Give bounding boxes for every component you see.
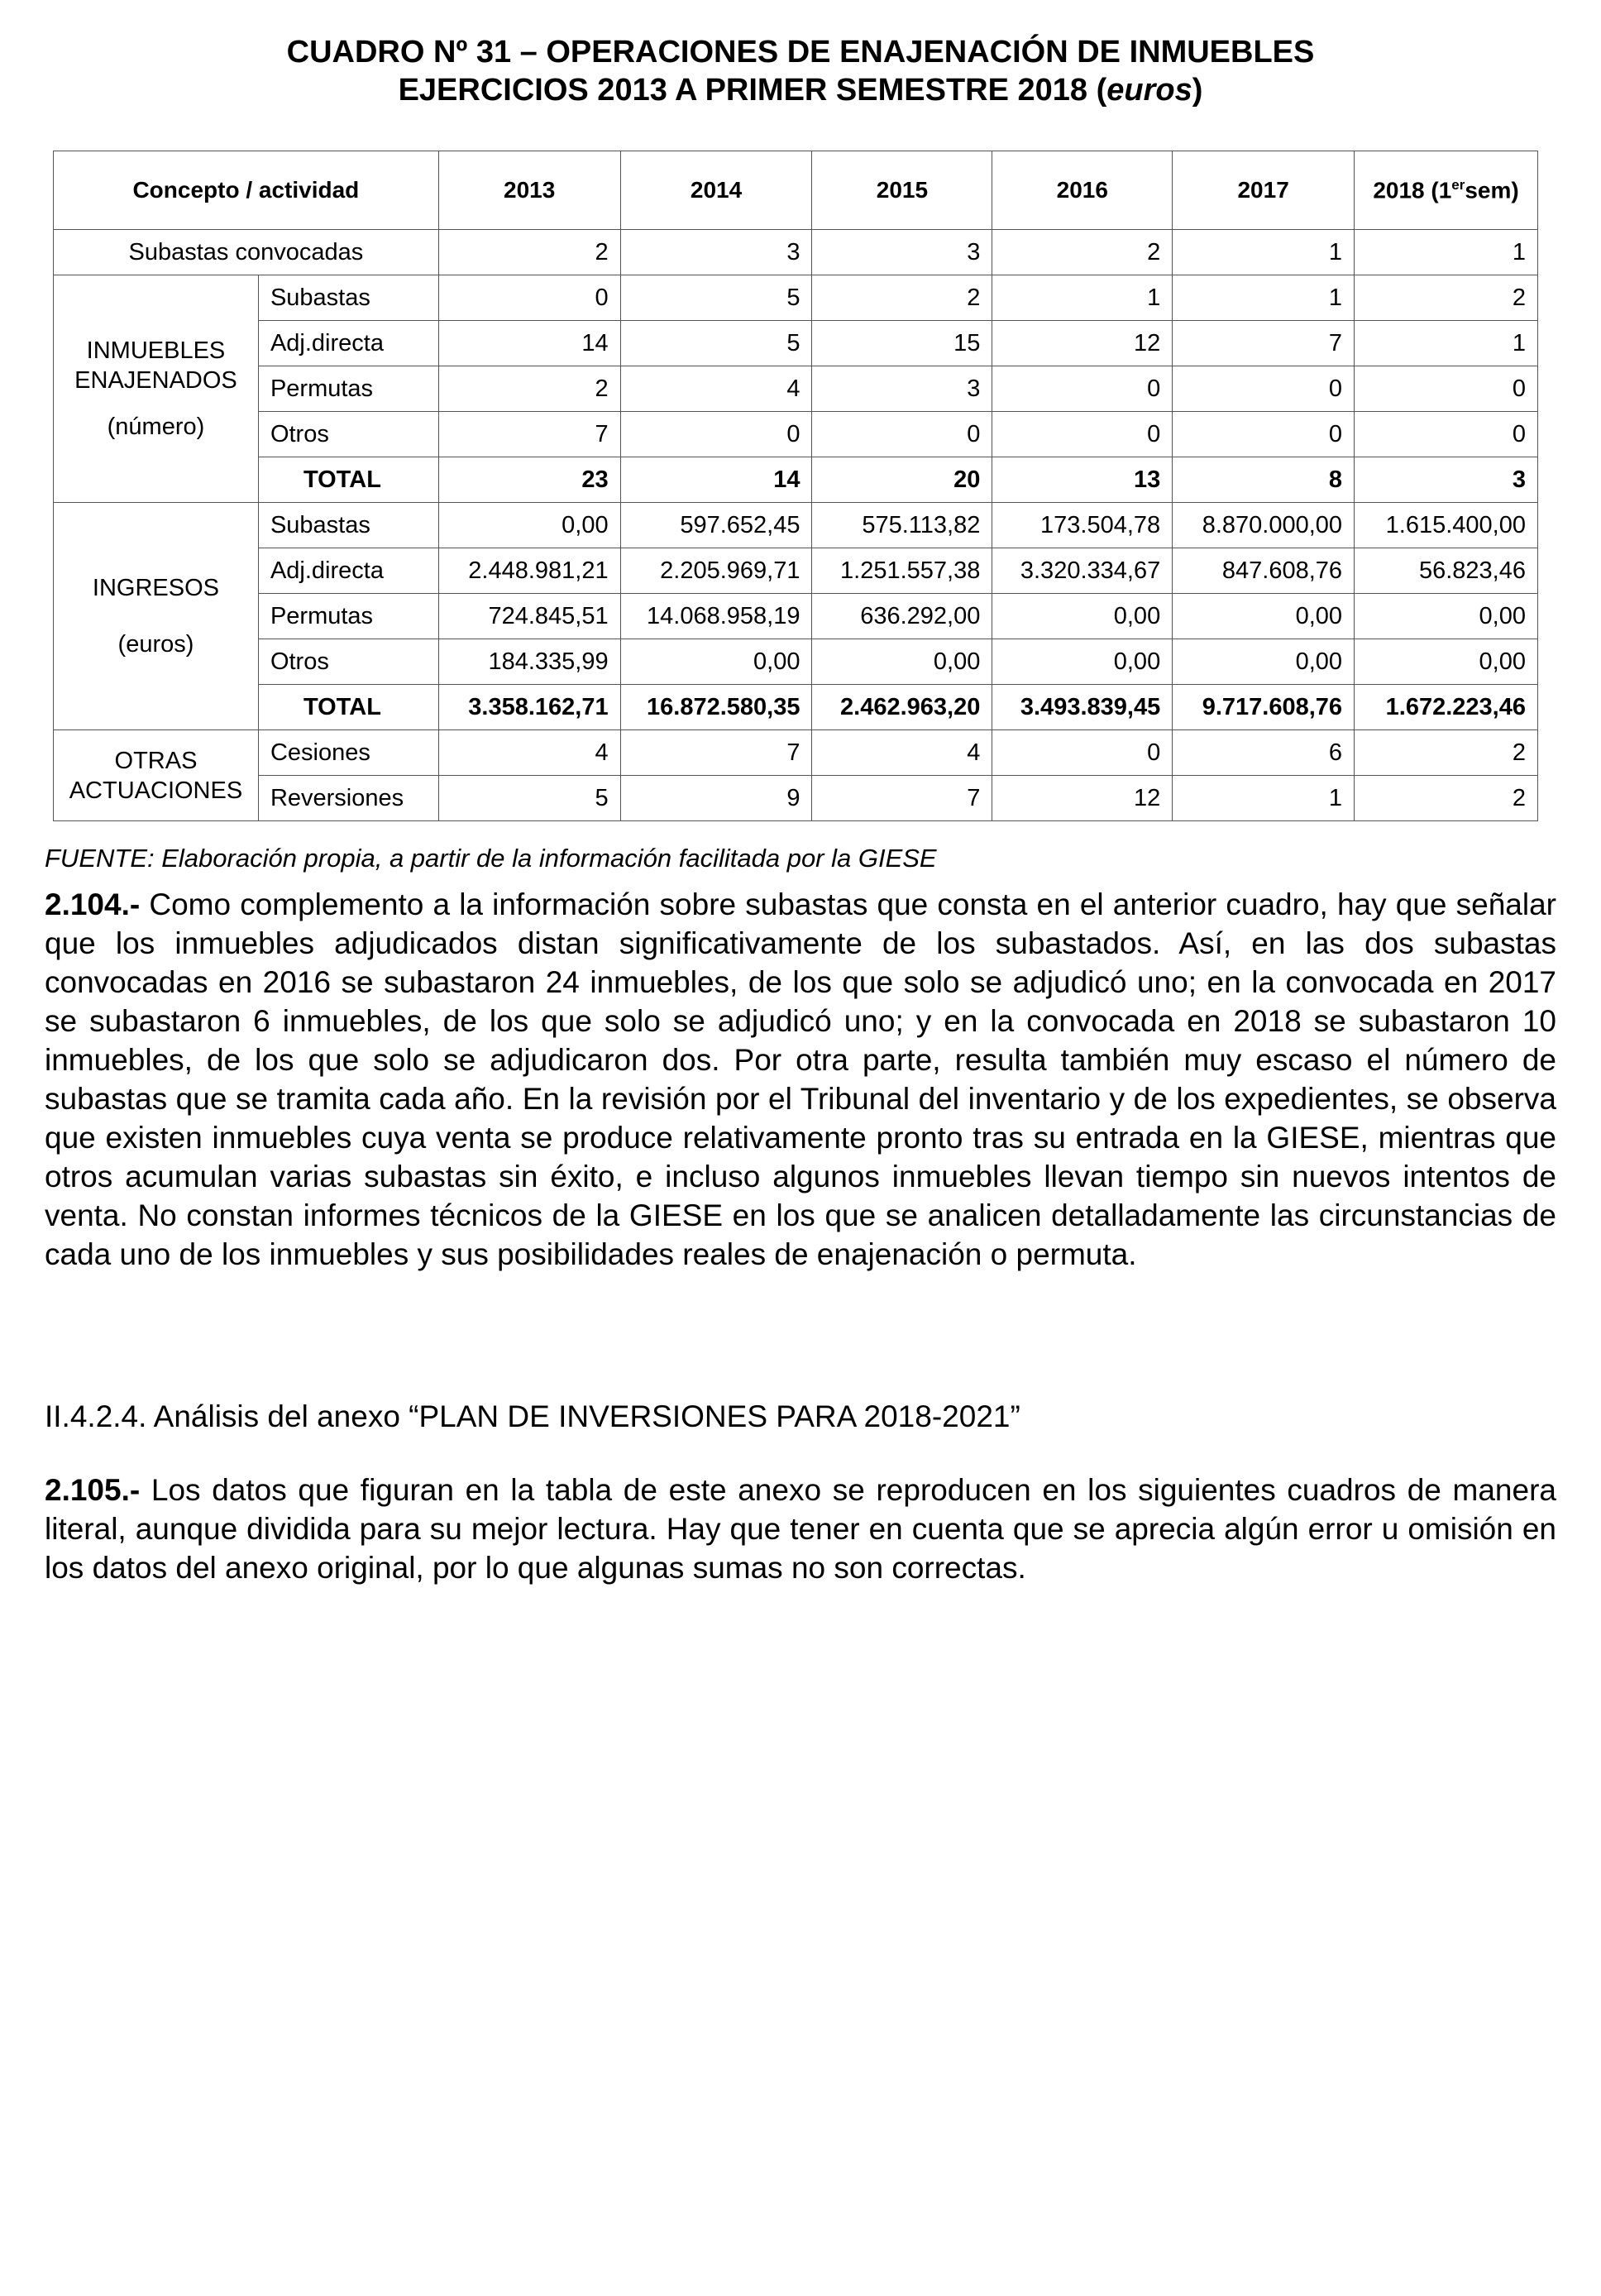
table-cell: 13 xyxy=(992,457,1173,503)
table-cell: 1.251.557,38 xyxy=(812,548,992,594)
table-cell: 20 xyxy=(812,457,992,503)
table-cell: 7 xyxy=(620,730,812,776)
row-label: Adj.directa xyxy=(258,321,438,366)
table-cell: 0 xyxy=(1173,366,1355,412)
table-cell: 5 xyxy=(620,321,812,366)
section-heading: II.4.2.4. Análisis del anexo “PLAN DE INVERSIONES PARA 2018-2021” xyxy=(45,1399,1020,1433)
table-cell: 847.608,76 xyxy=(1173,548,1355,594)
table-cell: 8 xyxy=(1173,457,1355,503)
paragraph-text: Los datos que figuran en la tabla de este anexo se reproducen en los siguientes cuadros de manera literal, aunque dividida para su mejor lectura. Hay que tener en cuenta que se aprecia algún error u omisión en los datos del anexo original, por lo que algunas sumas no son correctas. xyxy=(45,1473,1556,1585)
table-cell: 597.652,45 xyxy=(620,503,812,548)
table-cell: 14.068.958,19 xyxy=(620,594,812,639)
header-year: 2016 xyxy=(992,151,1173,230)
header-year: 2013 xyxy=(438,151,620,230)
table-cell: 1 xyxy=(1173,230,1355,275)
group-label-ingresos: INGRESOS (euros) xyxy=(54,503,259,730)
table-cell: 2.205.969,71 xyxy=(620,548,812,594)
table-cell: 14 xyxy=(620,457,812,503)
table-cell: 0 xyxy=(1355,366,1538,412)
paragraph-2105 xyxy=(45,1471,1556,1587)
group-label-inmuebles: INMUEBLES ENAJENADOS (número) xyxy=(54,275,259,503)
table-row-subastas-convocadas xyxy=(54,230,1538,275)
table-cell: 5 xyxy=(620,275,812,321)
table-cell: 4 xyxy=(620,366,812,412)
title-line-1: CUADRO Nº 31 – OPERACIONES DE ENAJENACIÓN DE INMUEBLES xyxy=(286,35,1315,69)
table-cell: 4 xyxy=(438,730,620,776)
table-cell: 0 xyxy=(1355,412,1538,457)
table-cell: 0,00 xyxy=(438,503,620,548)
table-cell: 0,00 xyxy=(1355,639,1538,685)
table-cell: 8.870.000,00 xyxy=(1173,503,1355,548)
table-cell: 636.292,00 xyxy=(812,594,992,639)
table-cell: 0,00 xyxy=(992,594,1173,639)
table-cell: 2 xyxy=(438,230,620,275)
total-label: TOTAL xyxy=(258,457,438,503)
table-cell: 2 xyxy=(438,366,620,412)
total-label: TOTAL xyxy=(258,685,438,730)
table-title xyxy=(0,33,1601,109)
table-cell: 2 xyxy=(992,230,1173,275)
table-row xyxy=(54,366,1538,412)
table-cell: 5 xyxy=(438,776,620,821)
table-cell: 0,00 xyxy=(1173,594,1355,639)
table-cell: 184.335,99 xyxy=(438,639,620,685)
table-cell: 0,00 xyxy=(1173,639,1355,685)
table-cell: 12 xyxy=(992,321,1173,366)
row-label: Otros xyxy=(258,412,438,457)
header-year: 2017 xyxy=(1173,151,1355,230)
paragraph-2104 xyxy=(45,885,1556,1274)
table-cell: 1.615.400,00 xyxy=(1355,503,1538,548)
table-row xyxy=(54,639,1538,685)
table-cell: 14 xyxy=(438,321,620,366)
row-label: Adj.directa xyxy=(258,548,438,594)
title-line-2: EJERCICIOS 2013 A PRIMER SEMESTRE 2018 (euros) xyxy=(398,73,1203,108)
table-cell: 15 xyxy=(812,321,992,366)
header-year-2018: 2018 (1ersem) xyxy=(1355,151,1538,230)
operations-table xyxy=(53,151,1538,821)
table-cell: 2 xyxy=(1355,776,1538,821)
table-cell: 2 xyxy=(1355,730,1538,776)
row-label: Permutas xyxy=(258,594,438,639)
header-year: 2015 xyxy=(812,151,992,230)
table-row xyxy=(54,730,1538,776)
table-cell: 0,00 xyxy=(812,639,992,685)
table-cell: 4 xyxy=(812,730,992,776)
table-cell: 2 xyxy=(1355,275,1538,321)
table-cell: 2.448.981,21 xyxy=(438,548,620,594)
table-cell: 0 xyxy=(1173,412,1355,457)
table-source-note: FUENTE: Elaboración propia, a partir de la información facilitada por la GIESE xyxy=(45,844,937,873)
table-cell: 56.823,46 xyxy=(1355,548,1538,594)
table-row xyxy=(54,594,1538,639)
table-cell: 1 xyxy=(1355,230,1538,275)
table-cell: 2 xyxy=(812,275,992,321)
table-cell: 3.358.162,71 xyxy=(438,685,620,730)
table-cell: 0 xyxy=(438,275,620,321)
table-cell: 3.493.839,45 xyxy=(992,685,1173,730)
row-label: Subastas xyxy=(258,503,438,548)
table-cell: 0,00 xyxy=(1355,594,1538,639)
table-cell: 1 xyxy=(1355,321,1538,366)
header-concept: Concepto / actividad xyxy=(54,151,439,230)
table-cell: 1 xyxy=(992,275,1173,321)
table-total-row xyxy=(54,685,1538,730)
table-cell: 0,00 xyxy=(620,639,812,685)
table-row xyxy=(54,548,1538,594)
table-cell: 3.320.334,67 xyxy=(992,548,1173,594)
row-label: Permutas xyxy=(258,366,438,412)
table-cell: 3 xyxy=(812,230,992,275)
table-row xyxy=(54,503,1538,548)
table-cell: 575.113,82 xyxy=(812,503,992,548)
table-row xyxy=(54,412,1538,457)
row-label: Otros xyxy=(258,639,438,685)
table-cell: 16.872.580,35 xyxy=(620,685,812,730)
row-label: Subastas xyxy=(258,275,438,321)
table-cell: 6 xyxy=(1173,730,1355,776)
table-cell: 9 xyxy=(620,776,812,821)
table-row xyxy=(54,776,1538,821)
table-cell: 12 xyxy=(992,776,1173,821)
table-cell: 7 xyxy=(1173,321,1355,366)
table-row xyxy=(54,275,1538,321)
table-cell: 23 xyxy=(438,457,620,503)
table-cell: 3 xyxy=(812,366,992,412)
table-cell: 2.462.963,20 xyxy=(812,685,992,730)
table-cell: 0 xyxy=(620,412,812,457)
table-cell: 173.504,78 xyxy=(992,503,1173,548)
row-label: Cesiones xyxy=(258,730,438,776)
table-row xyxy=(54,321,1538,366)
table-cell: 9.717.608,76 xyxy=(1173,685,1355,730)
table-cell: 0 xyxy=(992,412,1173,457)
table-cell: 1.672.223,46 xyxy=(1355,685,1538,730)
table-cell: 3 xyxy=(1355,457,1538,503)
table-cell: 3 xyxy=(620,230,812,275)
table-cell: 1 xyxy=(1173,776,1355,821)
paragraph-number: 2.104.- xyxy=(45,887,141,921)
table-cell: 0 xyxy=(992,366,1173,412)
table-cell: 724.845,51 xyxy=(438,594,620,639)
table-cell: 1 xyxy=(1173,275,1355,321)
row-label: Reversiones xyxy=(258,776,438,821)
table-cell: 0 xyxy=(992,730,1173,776)
table-cell: 7 xyxy=(438,412,620,457)
table-cell: 7 xyxy=(812,776,992,821)
table-total-row xyxy=(54,457,1538,503)
table-cell: 0,00 xyxy=(992,639,1173,685)
group-label-otras: OTRAS ACTUACIONES xyxy=(54,730,259,821)
header-year: 2014 xyxy=(620,151,812,230)
paragraph-text: Como complemento a la información sobre subastas que consta en el anterior cuadro, hay que señalar que los inmuebles adjudicados distan significativamente de los subastados. Así, en las dos subastas convocadas en 2016 se subastaron 24 inmuebles, de los que solo se adjudicó uno; en la convocada en 2017 se subastaron 6 inmuebles, de los que solo se adjudicó uno; y en la convocada en 2018 se subastaron 10 inmuebles, de los que solo se adjudicaron dos. Por otra parte, resulta también muy escaso el número de subastas que se tramita cada año. En la revisión por el Tribunal del inventario y de los expedientes, se observa que existen inmuebles cuya venta se produce relativamente pronto tras su entrada en la GIESE, mientras que otros acumulan varias subastas sin éxito, e incluso algunos inmuebles llevan tiempo sin nuevos intentos de venta. No constan informes técnicos de la GIESE en los que se analicen detalladamente las circunstancias de cada uno de los inmuebles y sus posibilidades reales de enajenación o permuta. xyxy=(45,887,1556,1271)
row-label: Subastas convocadas xyxy=(54,230,439,275)
table-cell: 0 xyxy=(812,412,992,457)
paragraph-number: 2.105.- xyxy=(45,1473,141,1507)
table-header-row xyxy=(54,151,1538,230)
